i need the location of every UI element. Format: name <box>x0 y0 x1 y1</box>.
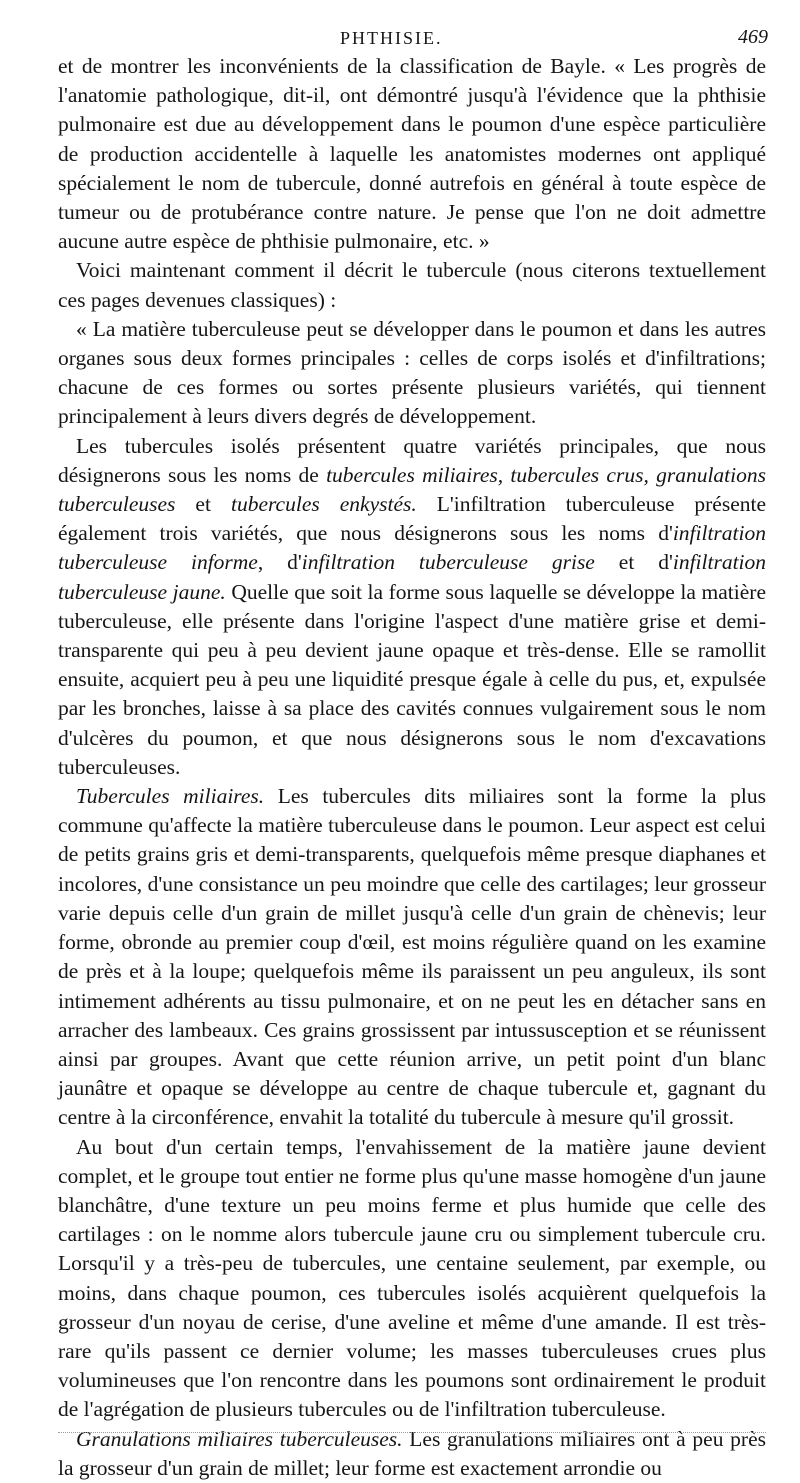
paragraph-7 <box>58 1425 766 1483</box>
italic-term: infiltration tuberculeuse informe <box>58 521 766 575</box>
page-number: 469 <box>738 26 768 48</box>
page-header <box>58 26 766 52</box>
section-heading-tubercules-miliaires: Tubercules miliaires. <box>76 784 265 809</box>
text-run: L'infiltration tuberculeuse présente également trois variétés, que nous désignerons sous les noms d' <box>58 492 767 546</box>
text-run: Les tubercules dits miliaires sont la forme la plus commune qu'affecte la matière tuberculeuse dans le poumon. Leur aspect est celui de petits grains gris et demi-transparents, quelquefois même presque diaphanes et incolores, d'une consistance un peu moindre que celle des cartilages; leur grosseur varie depuis celle d'un grain de millet jusqu'à celle d'un grain de chènevis; leur forme, obronde au premier coup d'œil, est moins régulière quand on les examine de près et à la loupe; quelquefois même ils paraissent un peu anguleux, ils sont intimement adhérents au tissu pulmonaire, et on ne peut les en détacher sans en arracher des lambeaux. Ces grains grossissent par intussusception et se réunissent ainsi par groupes. Avant que cette réunion arrive, un petit point d'un blanc jaunâtre et opaque se développe au centre de chaque tubercule et, gagnant du centre à la circonférence, envahit la totalité du tubercule à mesure qu'il grossit. <box>58 784 766 1130</box>
paragraph-5 <box>58 782 766 1132</box>
paragraph-2: Voici maintenant comment il décrit le tubercule (nous citerons textuellement ces pages devenues classiques) : <box>58 258 766 312</box>
text-run: et d' <box>594 550 673 575</box>
text-run: , d' <box>257 550 302 575</box>
text-run: Quelle que soit la forme sous laquelle se développe la matière tuberculeuse, elle présente dans l'origine l'aspect d'une matière grise et demi-transparente qui peu à peu devient jaune opaque et très-dense. Elle se ramollit ensuite, acquiert peu à peu une liquidité presque égale à celle du pus, et, expulsée par les bronches, laisse à sa place des cavités connues vulgairement sous le nom d'ulcères du poumon, et que nous désignerons sous le nom d'excavations tuberculeuses. <box>58 579 766 779</box>
text-run: et <box>175 492 231 517</box>
footer-rule <box>58 1432 766 1433</box>
italic-term: infiltration tuberculeuse grise <box>301 550 595 575</box>
paragraph-3: « La matière tuberculeuse peut se développer dans le poumon et dans les autres organes sous deux formes principales : celles de corps isolés et d'infiltrations; chacune de ces formes ou sortes présente plusieurs variétés, qui tiennent principalement à leurs divers degrés de développement. <box>58 316 766 429</box>
italic-term: tubercules enkystés. <box>230 492 417 517</box>
body-text <box>58 52 766 1483</box>
running-title: PHTHISIE. <box>340 28 443 48</box>
paragraph-4 <box>58 432 766 782</box>
italic-term: tubercules miliaires, tubercules crus, granulations tuberculeuses <box>58 462 766 517</box>
section-heading-granulations: Granulations miliaires tuberculeuses. <box>76 1426 403 1451</box>
paragraph-6: Au bout d'un certain temps, l'envahissement de la matière jaune devient complet, et le groupe tout entier ne forme plus qu'une masse homogène d'un jaune blanchâtre, d'une texture un peu moins ferme et plus humide que celle des cartilages : on le nomme alors tubercule jaune cru ou simplement tubercule cru. Lorsqu'il y a très-peu de tubercules, une centaine seulement, par exemple, ou moins, dans chaque poumon, ces tubercules isolés acquièrent quelquefois la grosseur d'un noyau de cerise, d'une aveline et même d'une amande. Il est très-rare qu'ils passent ce dernier volume; les masses tuberculeuses crues plus volumineuses que l'on rencontre dans les poumons sont ordinairement le produit de l'agrégation de plusieurs tubercules ou de l'infiltration tuberculeuse. <box>58 1134 766 1422</box>
paragraph-1: et de montrer les inconvénients de la classification de Bayle. « Les progrès de l'anatomie pathologique, dit-il, ont démontré jusqu'à l'évidence que la phthisie pulmonaire est due au développement dans le poumon d'une espèce particulière de production accidentelle à laquelle les anatomistes modernes ont appliqué spécialement le nom de tubercule, donné autrefois en général à toute espèce de tumeur ou de protubérance contre nature. Je pense que l'on ne doit admettre aucune autre espèce de phthisie pulmonaire, etc. » <box>58 54 766 254</box>
text-run: Les granulations miliaires ont à peu près la grosseur d'un grain de millet; leur forme est exactement arrondie ou <box>58 1426 766 1480</box>
italic-term: infiltration tuberculeuse jaune. <box>58 550 767 604</box>
text-run: Les tubercules isolés présentent quatre variétés principales, que nous désignerons sous les noms de <box>58 433 766 487</box>
